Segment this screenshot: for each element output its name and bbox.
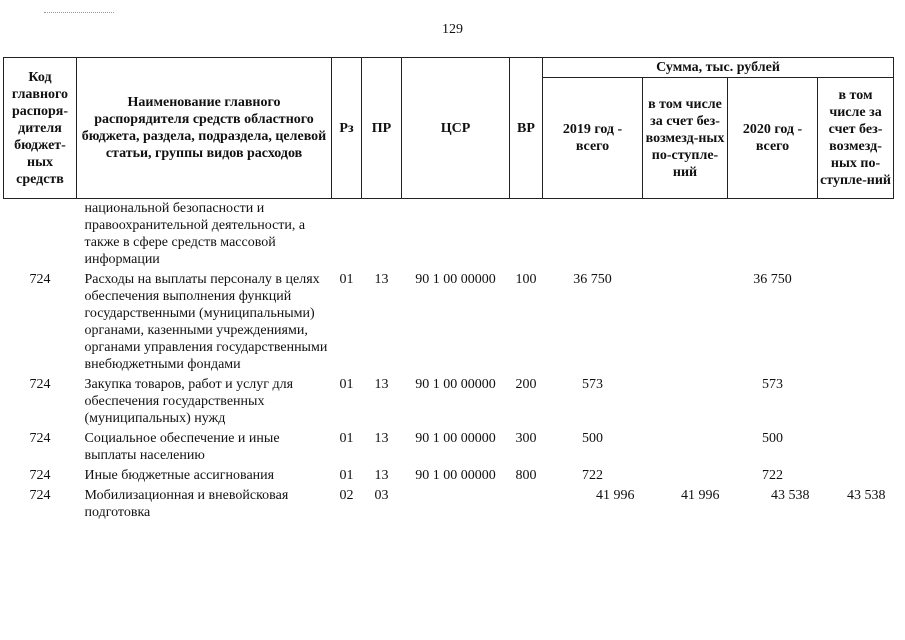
table-row bbox=[4, 466, 894, 486]
table-row bbox=[4, 429, 894, 466]
cell-2020-total: 43 538 bbox=[771, 488, 810, 503]
cell-2020-free: 43 538 bbox=[847, 488, 886, 503]
cell-2019-free: 41 996 bbox=[681, 488, 720, 503]
cell-csr: 90 1 00 00000 bbox=[415, 468, 496, 483]
cell-code: 724 bbox=[29, 272, 51, 287]
table-row bbox=[4, 199, 894, 271]
cell-pr: 13 bbox=[374, 272, 389, 287]
cell-2020-free bbox=[818, 429, 894, 466]
cell-pr: 13 bbox=[374, 431, 389, 446]
header-sum-group: Сумма, тыс. рублей bbox=[543, 58, 894, 78]
cell-name: национальной безопасности и правоохранительной деятельности, а также в сфере средств массовой информации bbox=[84, 201, 306, 267]
cell-pr bbox=[362, 199, 402, 271]
cell-csr bbox=[402, 199, 510, 271]
cell-vr bbox=[510, 486, 543, 523]
cell-code bbox=[4, 199, 77, 271]
cell-2019-total: 573 bbox=[582, 377, 603, 392]
cell-rz: 01 bbox=[339, 468, 354, 483]
cell-pr: 13 bbox=[374, 377, 389, 392]
table-row bbox=[4, 270, 894, 375]
cell-csr: 90 1 00 00000 bbox=[415, 377, 496, 392]
header-name: Наименование главного распорядителя средств областного бюджета, раздела, подраздела, целевой статьи, группы видов расходов bbox=[77, 58, 332, 199]
cell-vr bbox=[510, 199, 543, 271]
cell-2020-total: 500 bbox=[762, 431, 783, 446]
cell-vr: 800 bbox=[515, 468, 537, 483]
cell-name: Мобилизационная и вневойсковая подготовка bbox=[84, 488, 289, 520]
cell-vr: 300 bbox=[515, 431, 537, 446]
page-number: 129 bbox=[442, 22, 463, 37]
cell-code: 724 bbox=[29, 431, 51, 446]
cell-2020-free bbox=[818, 199, 894, 271]
header-vr: ВР bbox=[510, 58, 543, 199]
cell-rz bbox=[332, 199, 362, 271]
cell-2020-total: 722 bbox=[762, 468, 783, 483]
cell-2020-free bbox=[818, 270, 894, 375]
cell-pr: 03 bbox=[374, 488, 389, 503]
cell-rz: 01 bbox=[339, 272, 354, 287]
header-code: Код главного распоря-дителя бюджет-ных средств bbox=[4, 58, 77, 199]
cell-name: Расходы на выплаты персоналу в целях обеспечения выполнения функций государственными (муниципальными) органами, казенными учреждениями, органами управления государственными внебюджетными фондами bbox=[84, 272, 328, 372]
cell-2019-total: 500 bbox=[582, 431, 603, 446]
scan-artifact bbox=[44, 12, 114, 16]
cell-pr: 13 bbox=[374, 468, 389, 483]
cell-2019-free bbox=[643, 429, 728, 466]
cell-csr: 90 1 00 00000 bbox=[415, 431, 496, 446]
cell-vr: 200 bbox=[515, 377, 537, 392]
cell-name: Иные бюджетные ассигнования bbox=[84, 468, 275, 483]
cell-2019-free bbox=[643, 199, 728, 271]
cell-rz: 02 bbox=[339, 488, 354, 503]
cell-2020-free bbox=[818, 466, 894, 486]
header-2020-total: 2020 год - всего bbox=[728, 78, 818, 199]
cell-code: 724 bbox=[29, 488, 51, 503]
header-2020-free: в том числе за счет без-возмезд-ных по-ступле-ний bbox=[818, 78, 894, 199]
cell-2019-total: 722 bbox=[582, 468, 603, 483]
cell-2019-total: 41 996 bbox=[596, 488, 635, 503]
cell-vr: 100 bbox=[515, 272, 537, 287]
cell-name: Социальное обеспечение и иные выплаты населению bbox=[84, 431, 280, 463]
cell-rz: 01 bbox=[339, 431, 354, 446]
table-header bbox=[4, 58, 894, 199]
cell-csr bbox=[402, 486, 510, 523]
cell-csr: 90 1 00 00000 bbox=[415, 272, 496, 287]
cell-code: 724 bbox=[29, 377, 51, 392]
cell-name: Закупка товаров, работ и услуг для обеспечения государственных (муниципальных) нужд bbox=[84, 377, 294, 426]
cell-2019-total bbox=[543, 199, 643, 271]
cell-2019-free bbox=[643, 375, 728, 429]
cell-2020-total: 573 bbox=[762, 377, 783, 392]
header-2019-total: 2019 год - всего bbox=[543, 78, 643, 199]
table-row bbox=[4, 486, 894, 523]
cell-rz: 01 bbox=[339, 377, 354, 392]
cell-2020-free bbox=[818, 375, 894, 429]
cell-code: 724 bbox=[29, 468, 51, 483]
table-body bbox=[4, 199, 894, 524]
budget-table bbox=[3, 57, 894, 523]
header-pr: ПР bbox=[362, 58, 402, 199]
cell-2019-free bbox=[643, 270, 728, 375]
header-2019-free: в том числе за счет без-возмезд-ных по-ступле-ний bbox=[643, 78, 728, 199]
table-row bbox=[4, 375, 894, 429]
cell-2019-total: 36 750 bbox=[573, 272, 612, 287]
header-csr: ЦСР bbox=[402, 58, 510, 199]
cell-2019-free bbox=[643, 466, 728, 486]
header-rz: Рз bbox=[332, 58, 362, 199]
cell-2020-total: 36 750 bbox=[753, 272, 792, 287]
cell-2020-total bbox=[728, 199, 818, 271]
